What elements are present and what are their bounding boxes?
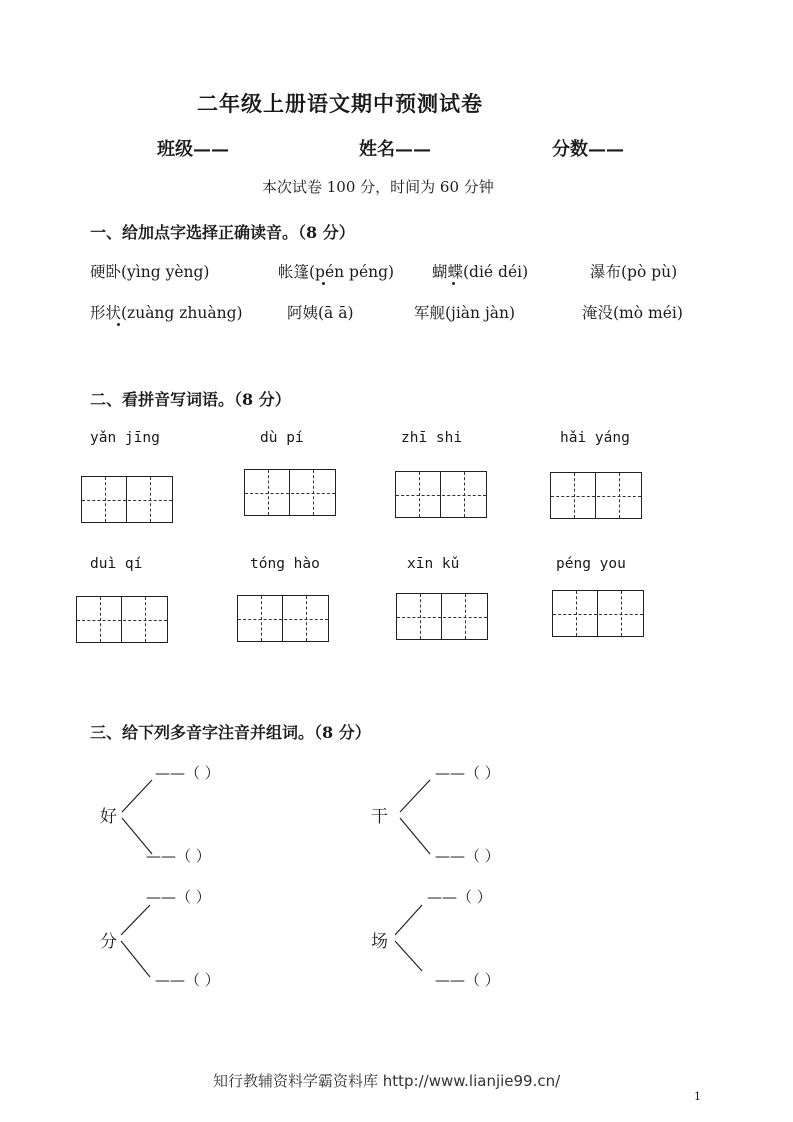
pinyin-prompt: tóng hào [250,556,320,572]
section2-heading: 二、看拼音写词语。（8 分） [90,390,291,409]
answer-blank[interactable]: ——（ ） [427,888,492,906]
pinyin-prompt: hǎi yáng [560,430,630,446]
pinyin-prompt: zhī shi [401,430,463,446]
answer-blank[interactable]: ——（ ） [146,847,211,865]
polyphone-char: 干 [371,807,388,827]
reading-item: 军舰(jiàn jàn) [414,304,516,322]
reading-item: 蝴蝶(dié déi) [432,263,529,281]
pinyin-prompt: péng you [556,556,626,572]
section3-heading: 三、给下列多音字注音并组词。（8 分） [90,723,371,742]
footer-watermark: 知行教辅资料学霸资料库 http://www.lianjie99.cn/ [213,1072,561,1090]
reading-item: 阿姨(ā ā) [287,304,354,322]
reading-item: 淹没(mò méi) [582,304,683,322]
pinyin-prompt: dù pí [260,430,304,446]
answer-blank[interactable]: ——（ ） [435,847,500,865]
pinyin-prompt: yǎn jīng [90,430,160,446]
score-label: 分数—— [552,139,624,160]
answer-blank[interactable]: ——（ ） [435,971,500,989]
name-label: 姓名—— [359,139,431,160]
reading-item: 形状(zuàng zhuàng) [90,304,243,322]
polyphone-char: 分 [100,932,117,952]
answer-blank[interactable]: ——（ ） [146,888,211,906]
polyphone-char: 好 [100,807,117,827]
page-number: 1 [694,1090,701,1103]
polyphone-char: 场 [371,932,388,952]
exam-note: 本次试卷 100 分，时间为 60 分钟 [262,178,494,196]
pinyin-prompt: xīn kǔ [407,556,460,572]
answer-blank[interactable]: ——（ ） [435,764,500,782]
section1-heading: 一、给加点字选择正确读音。（8 分） [90,223,355,242]
answer-blank[interactable]: ——（ ） [155,764,220,782]
class-label: 班级—— [157,139,229,160]
answer-blank[interactable]: ——（ ） [155,971,220,989]
pinyin-prompt: duì qí [90,556,143,572]
reading-item: 帐篷(pén péng) [278,263,395,281]
reading-item: 硬卧(yìng yèng) [90,263,210,281]
reading-item: 瀑布(pò pù) [590,263,678,281]
page-title: 二年级上册语文期中预测试卷 [197,91,483,116]
